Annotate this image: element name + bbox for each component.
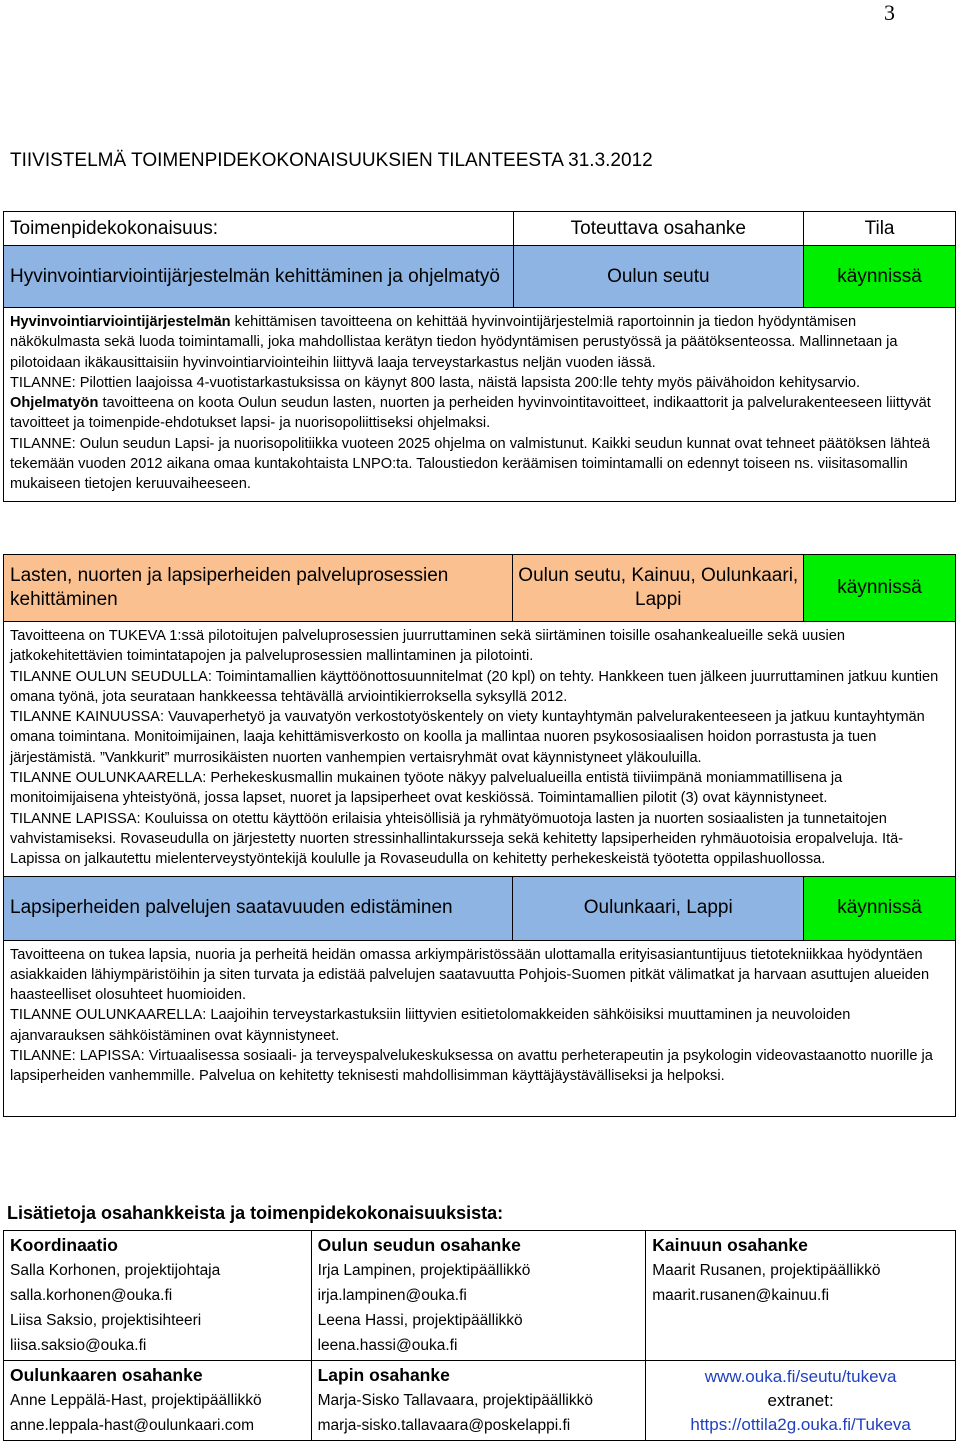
contacts-table — [3, 1230, 956, 1441]
paragraph: Hyvinvointiarviointijärjestelmän kehittämisen tavoitteena on kehittää hyvinvointijärjestelmiä raportoinnin ja tiedon hyödyntämisen näkökulmasta sekä luoda toimintamalli, joka mahdollistaa kerätyn tiedon hyödyntämisen perustyössä ja päätöksenteossa. Mallinnetaan ja pilotoidaan ikäkausittaisiin hyvinvointiarviointeihin liittyvä laaja terveystarkastus neljän vuoden iässä. — [10, 314, 898, 371]
paragraph: TILANNE KAINUUSSA: Vauvaperhetyö ja vauvatyön verkostotyöskentely on viety kuntayhtymän palvelurakenteeseen ja jatkuu kuntayhtymän omana toimintana. Monitoimijainen, laaja kehittämisverkosto on koolla ja mallintaa nuoren psykososiaalisen hoidon porrastusta ja tuen järjestämistä. ”Vankkurit” murrosikäisten nuorten vanhempien vertaisryhmät ovat käynnistyneet yläkouluilla. — [10, 709, 925, 766]
measures-table-part1 — [3, 211, 956, 502]
contact-cell-coordination — [4, 1231, 312, 1361]
section-organization: Oulun seutu — [513, 246, 804, 308]
section-description-row — [4, 308, 956, 502]
header-measure: Toimenpidekokonaisuus: — [4, 212, 514, 246]
section-row — [4, 555, 956, 622]
contacts-row — [4, 1361, 956, 1441]
contact-title: Oulunkaaren osahanke — [10, 1365, 203, 1385]
contact-cell-lappi — [311, 1361, 646, 1441]
contact-title: Koordinaatio — [10, 1235, 118, 1255]
page-title: TIIVISTELMÄ TOIMENPIDEKOKONAISUUKSIEN TILANTEESTA 31.3.2012 — [10, 150, 653, 171]
paragraph: TILANNE: Pilottien laajoissa 4-vuotistarkastuksissa on käynyt 800 lasta, näistä lapsista 200:lle tehty myös päivähoidon kehitysarvio. — [10, 374, 861, 391]
extranet-link[interactable]: https://ottila2g.ouka.fi/Tukeva — [690, 1414, 911, 1434]
measures-table-part2 — [3, 554, 956, 1117]
section-description — [4, 308, 956, 502]
section-description — [4, 622, 956, 877]
links-cell — [646, 1361, 956, 1441]
paragraph: TILANNE OULUNKAARELLA: Perhekeskusmallin mukainen työote näkyy palvelualueilla entistä tiiviimpänä moniammatillisena ja monitoimijaisena yhteistyönä, jossa lapset, nuoret ja lapsiperheet ovat keskiössä. Toimintamallien pilotit (3) ovat käynnistyneet. — [10, 770, 843, 807]
page-number: 3 — [884, 0, 895, 25]
extranet-label: extranet: — [767, 1390, 834, 1410]
contact-email[interactable]: marja-sisko.tallavaara@poskelappi.fi — [317, 1417, 571, 1434]
section-name: Lapsiperheiden palvelujen saatavuuden edistäminen — [4, 876, 513, 940]
paragraph: TILANNE LAPISSA: Kouluissa on otettu käyttöön erilaisia yhteisöllisiä ja ryhmätyömuotoja lasten ja nuorten sosiaalisten ja tunnetaitojen vahvistamiseksi. Rovaseudulla on järjestetty nuorten stressinhallintakursseja sekä kehitetty lapsiperheiden ryhmäuotoisia eropalveluja. Itä-Lapissa on jalkautettu mielenterveystyöntekijä koululle ja Rovaseudulla on kehitetty perhekeskeistä työotetta oppilashuollossa. — [10, 810, 904, 868]
paragraph: Tavoitteena on tukea lapsia, nuoria ja perheitä heidän omassa arkiympäristössään ulottamalla erityisasiantuntijuus tietotekniikkaa hyödyntäen asiakkaiden lähiympäristöihin ja siten turvata ja edistää palvelujen saatavuutta Pohjois-Suomen pitkät välimatkat ja harvaan asuttujen alueiden haasteelliset olosuhteet huomioiden. — [10, 946, 930, 1004]
contact-cell-kainuu — [646, 1231, 956, 1361]
header-status: Tila — [804, 212, 956, 246]
contact-line: Salla Korhonen, projektijohtaja — [10, 1262, 221, 1279]
section-description-row — [4, 940, 956, 1116]
table-header-row — [4, 212, 956, 246]
website-link[interactable]: www.ouka.fi/seutu/tukeva — [704, 1366, 897, 1386]
contact-email[interactable]: anne.leppala-hast@oulunkaari.com — [10, 1417, 255, 1434]
paragraph: TILANNE OULUN SEUDULLA: Toimintamallien käyttöönottosuunnitelmat (20 kpl) on tehty. Hankkeen tuen jälkeen juurruttaminen jatkuu kuntien omana työnä, jota seurataan hankkeessa tehtävällä arviointikierroksella syksyllä 2012. — [10, 668, 939, 705]
section-row — [4, 246, 956, 308]
contact-email[interactable]: irja.lampinen@ouka.fi — [317, 1287, 467, 1304]
contact-title: Oulun seudun osahanke — [317, 1235, 521, 1255]
paragraph: TILANNE OULUNKAARELLA: Laajoihin terveystarkastuksiin liittyvien esitietolomakkeiden sähköisiksi muuttaminen ja neuvoloiden ajanvarauksen sähköistäminen ovat käynnistyneet. — [10, 1007, 851, 1044]
contact-cell-oulunkaari — [4, 1361, 312, 1441]
contact-title: Lapin osahanke — [317, 1365, 450, 1385]
paragraph: Tavoitteena on TUKEVA 1:ssä pilotoitujen palveluprosessien juurruttaminen sekä siirtäminen toisille osahankealueille sekä uusien jatkokehitettävien toimintatapojen ja palveluprosessien mallintaminen ja pilotointi. — [10, 628, 846, 665]
paragraph: TILANNE: LAPISSA: Virtuaalisessa sosiaali- ja terveyspalvelukeskuksessa on avattu perheterapeutin ja psykologin videovastaanotto nuorille ja lapsiperheiden vanhemmille. Palvelua on kehitetty teknisesti mahdollisimman käyttäjäystävälliseksi ja helpoksi. — [10, 1048, 933, 1085]
contact-line: Leena Hassi, projektipäällikkö — [317, 1312, 523, 1329]
section-name: Lasten, nuorten ja lapsiperheiden palveluprosessien kehittäminen — [4, 555, 513, 622]
contacts-title: Lisätietoja osahankkeista ja toimenpidekokonaisuuksista: — [7, 1203, 504, 1223]
contact-email[interactable]: salla.korhonen@ouka.fi — [10, 1287, 173, 1304]
contact-email[interactable]: leena.hassi@ouka.fi — [317, 1337, 458, 1354]
contact-line: Marja-Sisko Tallavaara, projektipäällikkö — [317, 1392, 593, 1409]
header-organization: Toteuttava osahanke — [513, 212, 804, 246]
section-status: käynnissä — [804, 876, 956, 940]
section-status: käynnissä — [804, 246, 956, 308]
paragraph: TILANNE: Oulun seudun Lapsi- ja nuorisopolitiikka vuoteen 2025 ohjelma on valmistunut. Kaikki seudun kunnat ovat tehneet päätöksen lähteä tekemään vuoden 2012 aikana omaa kuntakohtaista LNPO:ta. Taloustiedon keräämisen toimintamalli on edennyt toiseen ns. viisitasomallin mukaiseen tietojen keruuvaiheeseen. — [10, 435, 930, 493]
contact-line: Liisa Saksio, projektisihteeri — [10, 1312, 202, 1329]
contact-line: Irja Lampinen, projektipäällikkö — [317, 1262, 531, 1279]
paragraph: Ohjelmatyön tavoitteena on koota Oulun seudun lasten, nuorten ja perheiden hyvinvointitavoitteet, indikaattorit ja palvelurakenteeseen liittyvät tavoitteet ja toimenpide-ehdotukset lapsi- ja nuorisopoliittiseksi ohjelmaksi. — [10, 395, 931, 432]
section-organization: Oulun seutu, Kainuu, Oulunkaari, Lappi — [513, 555, 804, 622]
section-name: Hyvinvointiarviointijärjestelmän kehittäminen ja ohjelmatyö — [4, 246, 514, 308]
contact-line: Maarit Rusanen, projektipäällikkö — [652, 1262, 881, 1279]
section-description-row — [4, 622, 956, 877]
section-status: käynnissä — [804, 555, 956, 622]
contact-email[interactable]: maarit.rusanen@kainuu.fi — [652, 1287, 830, 1304]
section-row — [4, 876, 956, 940]
section-description — [4, 940, 956, 1116]
contact-line: Anne Leppälä-Hast, projektipäällikkö — [10, 1392, 262, 1409]
contact-email[interactable]: liisa.saksio@ouka.fi — [10, 1337, 147, 1354]
contact-title: Kainuun osahanke — [652, 1235, 808, 1255]
contacts-row — [4, 1231, 956, 1361]
section-organization: Oulunkaari, Lappi — [513, 876, 804, 940]
contact-cell-oulu — [311, 1231, 646, 1361]
